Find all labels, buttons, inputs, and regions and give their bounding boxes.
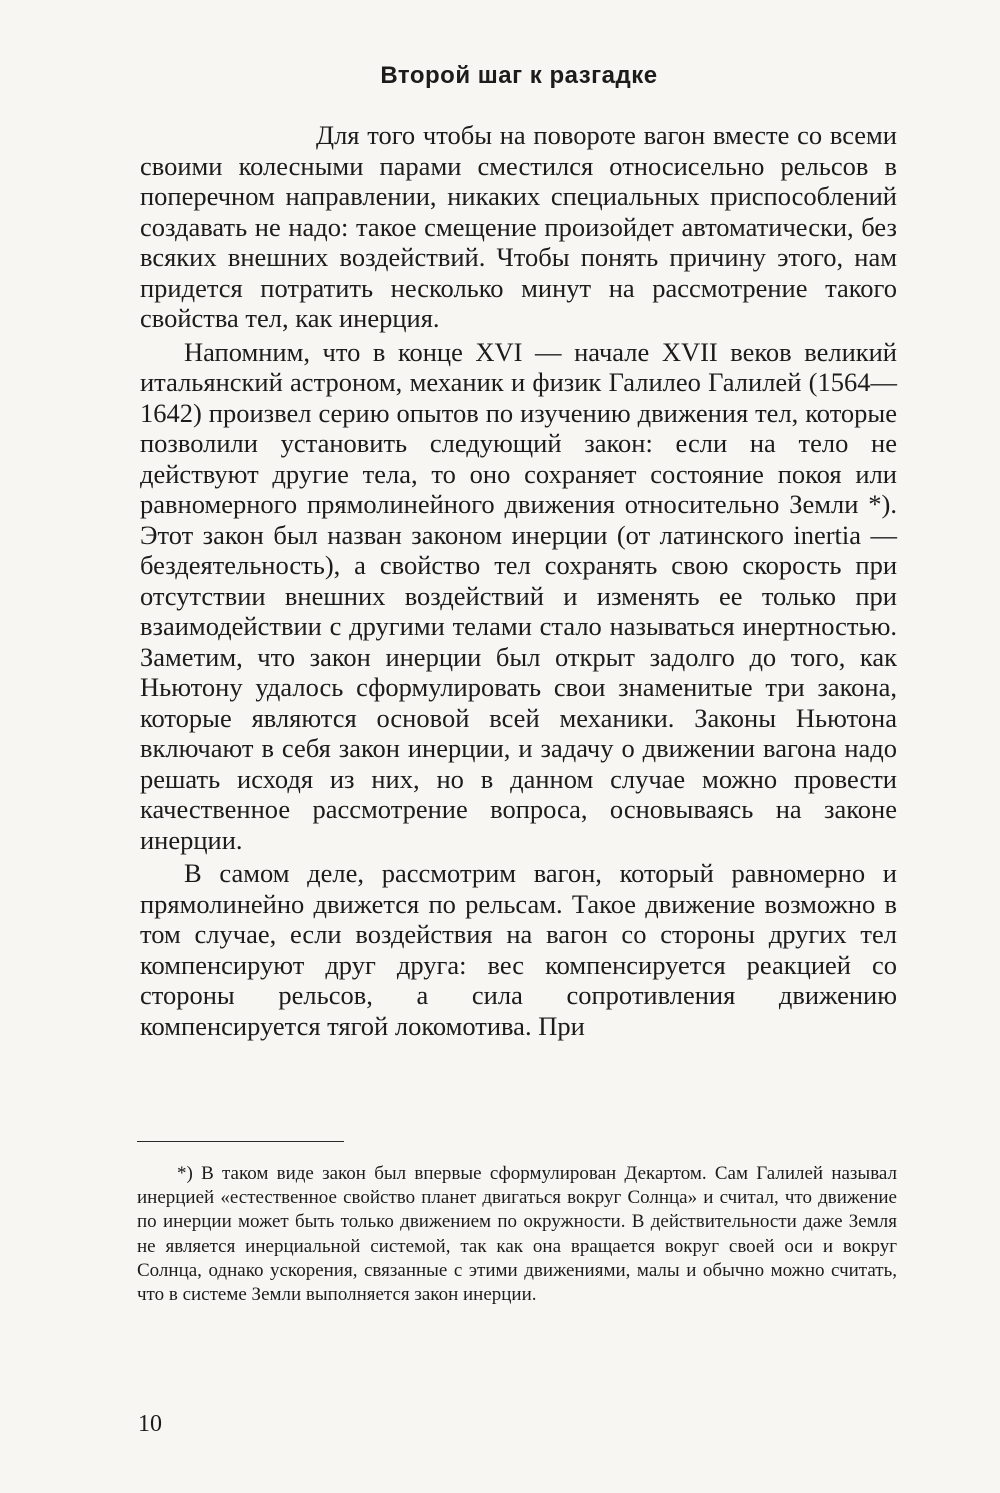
- main-text: [140, 120, 897, 1044]
- footnote-divider: [137, 1141, 344, 1142]
- paragraph: В самом деле, рассмотрим вагон, который равномерно и прямолинейно движется по рельсам. Такое движение возможно в том случае, если воздействия на вагон со стороны других тел компенсируют друг друга: вес компенсируется реакцией со стороны рельсов, а сила сопротивления движению компенсируется тягой локомотива. При: [140, 858, 897, 1041]
- section-heading: Второй шаг к разгадке: [380, 62, 658, 89]
- page-number: 10: [138, 1411, 162, 1437]
- paragraph: Напомним, что в конце XVI — начале XVII веков великий итальянский астроном, механик и физик Галилео Галилей (1564—1642) произвел серию опытов по изучению движения тел, которые позволили установить следующий закон: если на тело не действуют другие тела, то оно сохраняет состояние покоя или равномерного прямолинейного движения относительно Земли *). Этот закон был назван законом инерции (от латинского inertia — бездеятельность), а свойство тел сохранять свою скорость при отсутствии внешних воздействий и изменять ее только при взаимодействии с другими телами стало называться инертностью. Заметим, что закон инерции был открыт задолго до того, как Ньютону удалось сформулировать свои знаменитые три закона, которые являются основой всей механики. Законы Ньютона включают в себя закон инерции, и задачу о движении вагона надо решать исходя из них, но в данном случае можно провести качественное рассмотрение вопроса, основываясь на законе инерции.: [140, 336, 897, 855]
- footnote: *) В таком виде закон был впервые сформулирован Декартом. Сам Галилей называл инерцией «естественное свойство планет двигаться вокруг Солнца» и считал, что движение по инерции может быть только движением по окружности. В действительности даже Земля не является инерциальной системой, так как она вращается вокруг своей оси и вокруг Солнца, однако ускорения, связанные с этими движениями, малы и обычно можно считать, что в системе Земли выполняется закон инерции.: [137, 1163, 897, 1306]
- paragraph: Для того чтобы на повороте вагон вместе со всеми своими колесными парами сместился относисельно рельсов в поперечном направлении, никаких специальных приспособлений создавать не надо: такое смещение произойдет автоматически, без всяких внешних воздействий. Чтобы понять причину этого, нам придется потратить несколько минут на рассмотрение такого свойства тел, как инерция.: [140, 120, 897, 333]
